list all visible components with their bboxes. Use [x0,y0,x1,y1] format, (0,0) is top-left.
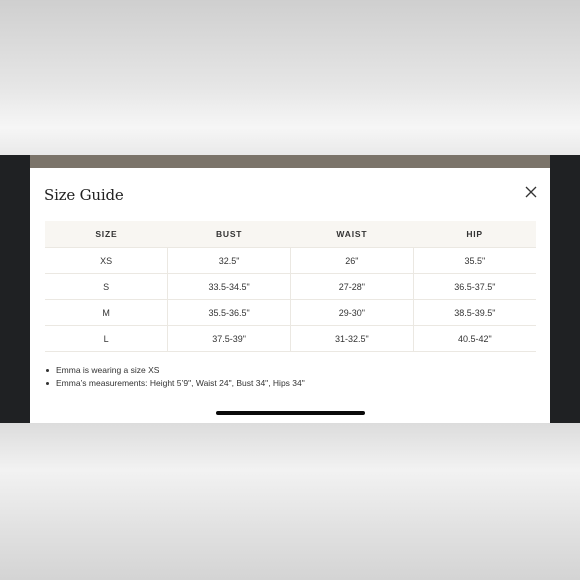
close-icon [523,184,539,200]
cell-size: XS [45,248,168,274]
background-lower [0,423,580,580]
cell-bust: 35.5-36.5" [168,300,291,326]
table-row [45,300,536,326]
modal-title: Size Guide [44,186,124,204]
table-row [45,248,536,274]
page-header-strip [30,155,550,168]
cell-waist: 29-30" [291,300,414,326]
column-header-size: SIZE [45,221,168,248]
cell-size: M [45,300,168,326]
close-button[interactable] [523,184,539,200]
size-chart-table [45,221,536,352]
cell-hip: 36.5-37.5" [413,274,536,300]
bullet-icon [46,369,49,372]
note-text: Emma is wearing a size XS [56,365,160,375]
cell-bust: 33.5-34.5" [168,274,291,300]
cell-hip: 38.5-39.5" [413,300,536,326]
list-item [45,377,305,390]
cell-size: S [45,274,168,300]
column-header-waist: WAIST [291,221,414,248]
cell-size: L [45,326,168,352]
model-notes-list [45,364,305,390]
phone-screen [0,155,580,423]
table-row [45,326,536,352]
cell-bust: 37.5-39" [168,326,291,352]
cell-bust: 32.5" [168,248,291,274]
size-guide-modal [30,168,550,423]
bullet-icon [46,382,49,385]
column-header-hip: HIP [413,221,536,248]
table-row [45,274,536,300]
list-item [45,364,305,377]
cell-hip: 40.5-42" [413,326,536,352]
note-text: Emma’s measurements: Height 5’9", Waist 24", Bust 34", Hips 34" [56,378,305,388]
column-header-bust: BUST [168,221,291,248]
table-header-row [45,221,536,248]
cell-hip: 35.5" [413,248,536,274]
home-indicator-bar[interactable] [216,411,365,415]
cell-waist: 26" [291,248,414,274]
cell-waist: 27-28" [291,274,414,300]
cell-waist: 31-32.5" [291,326,414,352]
